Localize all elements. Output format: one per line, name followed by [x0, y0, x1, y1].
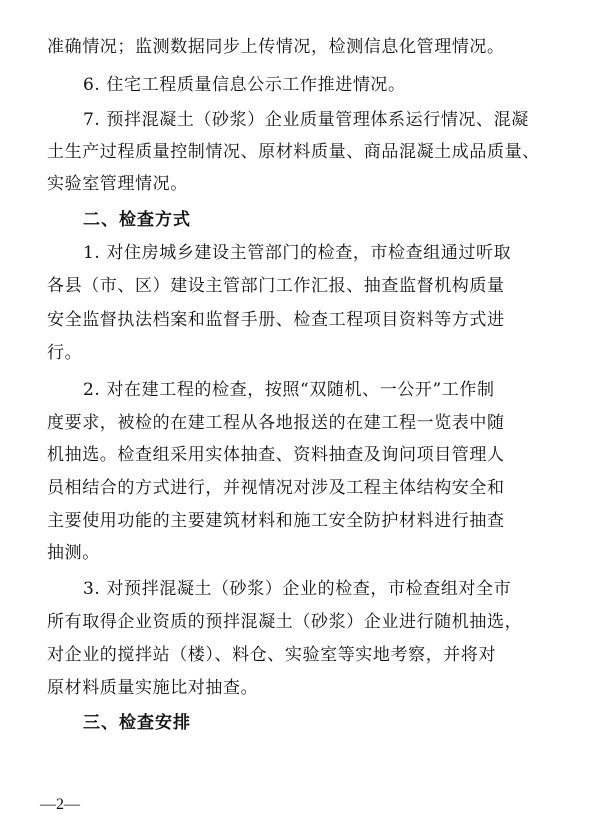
text-line-3: 7. 预拌混凝土（砂浆）企业质量管理体系运行情况、混凝 [83, 110, 529, 130]
text-line-18: 所有取得企业资质的预拌混凝土（砂浆）企业进行随机抽选， [47, 612, 523, 632]
text-line-8: 各县（市、区）建设主管部门工作汇报、抽查监督机构质量 [47, 276, 505, 296]
text-line-12: 度要求，被检的在建工程从各地报送的在建工程一览表中随 [47, 413, 505, 433]
text-line-7: 1. 对住房城乡建设主管部门的检查，市检查组通过听取 [83, 243, 512, 263]
text-line-11: 2. 对在建工程的检查，按照“双随机、一公开”工作制 [83, 380, 495, 400]
text-line-9: 安全监督执法档案和监督手册、检查工程项目资料等方式进 [47, 310, 505, 330]
section-heading-3: 三、检查安排 [83, 713, 191, 733]
section-heading-2: 二、检查方式 [83, 210, 191, 230]
text-line-19: 对企业的搅拌站（楼）、料仓、实验室等实地考察，并将对 [47, 645, 497, 665]
text-line-2: 6. 住宅工程质量信息公示工作推进情况。 [83, 75, 406, 95]
text-line-20: 原材料质量实施比对抽查。 [47, 678, 259, 698]
text-line-1: 准确情况；监测数据同步上传情况，检测信息化管理情况。 [47, 37, 505, 57]
text-line-14: 员相结合的方式进行，并视情况对涉及工程主体结构安全和 [47, 478, 505, 498]
text-line-5: 实验室管理情况。 [47, 174, 188, 194]
text-line-13: 机抽选。检查组采用实体抽查、资料抽查及询问项目管理人 [47, 445, 505, 465]
text-line-10: 行。 [47, 343, 83, 363]
text-line-4: 土生产过程质量控制情况、原材料质量、商品混凝土成品质量、 [47, 142, 540, 162]
text-line-17: 3. 对预拌混凝土（砂浆）企业的检查，市检查组对全市 [83, 579, 512, 599]
page-number: —2— [40, 796, 80, 813]
text-line-16: 抽测。 [47, 543, 100, 563]
text-line-15: 主要使用功能的主要建筑材料和施工安全防护材料进行抽查 [47, 511, 505, 531]
